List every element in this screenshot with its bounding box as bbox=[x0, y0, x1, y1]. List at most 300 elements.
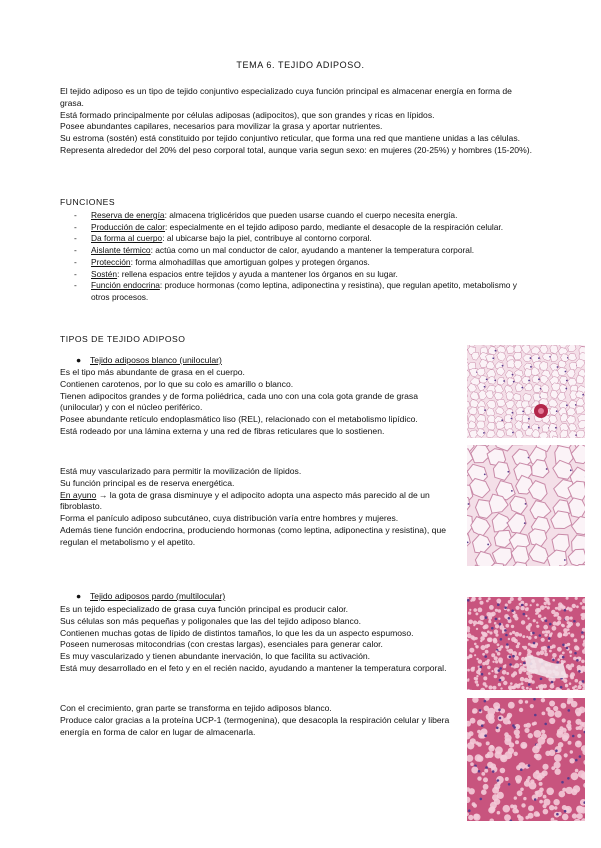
lipid-droplet bbox=[555, 769, 561, 775]
lipid-droplet bbox=[505, 604, 508, 607]
lipid-droplet bbox=[484, 624, 489, 629]
list-item bbox=[74, 222, 524, 233]
lipid-droplet bbox=[475, 645, 478, 648]
lipid-droplet bbox=[576, 605, 579, 608]
lipid-droplet bbox=[528, 805, 534, 811]
lipid-droplet bbox=[552, 653, 557, 658]
lipid-droplet bbox=[486, 600, 489, 603]
lipid-droplet bbox=[520, 677, 525, 682]
nucleus bbox=[504, 629, 507, 632]
lipid-droplet bbox=[541, 698, 545, 702]
lipid-droplet bbox=[486, 741, 490, 745]
lipid-droplet bbox=[537, 775, 543, 781]
nucleus bbox=[524, 522, 526, 524]
lipid-droplet bbox=[475, 637, 478, 640]
nucleus bbox=[484, 655, 487, 658]
adipocyte bbox=[576, 375, 584, 384]
nucleus bbox=[534, 714, 537, 717]
lipid-droplet bbox=[575, 679, 579, 683]
lipid-droplet bbox=[503, 665, 506, 668]
lipid-droplet bbox=[538, 614, 542, 618]
lipid-droplet bbox=[514, 796, 517, 799]
lipid-droplet bbox=[541, 730, 545, 734]
lipid-droplet bbox=[554, 806, 558, 810]
lipid-droplet bbox=[489, 619, 491, 621]
lipid-droplet bbox=[553, 706, 558, 711]
lipid-droplet bbox=[570, 676, 574, 680]
lipid-droplet bbox=[577, 734, 581, 738]
lipid-droplet bbox=[536, 813, 540, 817]
lipid-droplet bbox=[534, 730, 542, 738]
lipid-droplet bbox=[514, 639, 518, 643]
lipid-droplet bbox=[536, 604, 539, 607]
white-fat-micrograph-low bbox=[467, 345, 585, 438]
intro-paragraph: El tejido adiposo es un tipo de tejido conjuntivo especializado cuya función principal es almacenar energía en forma de grasa. bbox=[60, 86, 512, 108]
nucleus bbox=[564, 609, 567, 612]
lipid-droplet bbox=[566, 608, 568, 610]
intro-paragraph: Representa alrededor del 20% del peso corporal total, aunque varia segun sexo: en mujeres (20-25%) y hombres (15-20%). bbox=[60, 144, 532, 155]
lipid-droplet bbox=[551, 766, 555, 770]
lipid-droplet bbox=[539, 686, 543, 690]
lipid-droplet bbox=[509, 742, 514, 747]
lipid-droplet bbox=[536, 622, 538, 624]
lipid-droplet bbox=[562, 814, 569, 821]
lipid-droplet bbox=[500, 708, 505, 713]
lipid-droplet bbox=[474, 654, 476, 656]
paragraph-line: Está muy vascularizado para permitir la movilización de lípidos. bbox=[60, 466, 302, 476]
lipid-droplet bbox=[519, 652, 522, 655]
lipid-droplet bbox=[567, 629, 569, 631]
nucleus bbox=[496, 727, 499, 730]
lipid-droplet bbox=[484, 769, 488, 773]
paragraph-line: Poseen numerosas mitocondrias (con crestas largas), esenciales para generar calor. bbox=[60, 639, 383, 650]
lipid-droplet bbox=[477, 776, 481, 780]
nucleus bbox=[499, 667, 502, 670]
white-fat-heading bbox=[76, 355, 222, 365]
lipid-droplet bbox=[494, 622, 497, 625]
paragraph-line: Además tiene función endocrina, produciendo hormonas (como leptina, adiponectina y resistina), que regulan el metabolismo y el apetito. bbox=[60, 524, 446, 547]
nucleus bbox=[506, 643, 509, 646]
lipid-droplet bbox=[522, 646, 524, 648]
lipid-droplet bbox=[483, 777, 488, 782]
lipid-droplet bbox=[468, 611, 471, 614]
nucleus bbox=[562, 656, 565, 659]
nucleus bbox=[491, 627, 494, 630]
lipid-droplet bbox=[549, 701, 555, 707]
lipid-droplet bbox=[516, 779, 521, 784]
lipid-droplet bbox=[550, 632, 552, 634]
lipid-droplet bbox=[476, 684, 479, 687]
lipid-droplet bbox=[469, 609, 471, 611]
dash-marker: - bbox=[74, 280, 77, 291]
lipid-droplet bbox=[520, 742, 527, 749]
function-desc: : produce hormonas (como leptina, adiponectina y resistina), que regulan apetito, metabolismo y otros procesos. bbox=[91, 280, 517, 302]
lipid-droplet bbox=[576, 711, 581, 716]
funciones-heading: FUNCIONES bbox=[60, 197, 116, 207]
lipid-droplet bbox=[523, 797, 526, 800]
nucleus bbox=[549, 623, 552, 626]
lipid-droplet bbox=[487, 630, 490, 633]
list-item bbox=[74, 257, 524, 268]
lipid-droplet bbox=[497, 652, 501, 656]
nucleus bbox=[492, 357, 494, 359]
adipocyte bbox=[569, 498, 585, 518]
paragraph-line: Posee abundante retículo endoplasmático liso (REL), relacionado con el metabolismo lipídico. bbox=[60, 414, 418, 425]
nucleus bbox=[565, 371, 567, 373]
lipid-droplet bbox=[508, 721, 511, 724]
dash-marker: - bbox=[74, 256, 77, 267]
lipid-droplet bbox=[485, 650, 489, 654]
lipid-droplet bbox=[571, 701, 578, 708]
lipid-droplet bbox=[532, 644, 536, 648]
nucleus bbox=[485, 616, 488, 619]
lipid-droplet bbox=[492, 794, 499, 801]
nucleus bbox=[479, 709, 482, 712]
lipid-droplet bbox=[546, 788, 554, 796]
lipid-droplet bbox=[493, 686, 497, 690]
lipid-droplet bbox=[568, 643, 570, 645]
paragraph-line: Tienen adipocitos grandes y de forma poliédrica, cada uno con una cola gota grande de grasa (unilocular) y con el núcleo periférico. bbox=[60, 390, 418, 413]
lipid-droplet bbox=[474, 643, 477, 646]
lipid-droplet bbox=[468, 815, 473, 820]
lipid-droplet bbox=[511, 665, 513, 667]
white-fat-title: Tejido adiposos blanco (unilocular) bbox=[90, 355, 222, 365]
brown-fat-description bbox=[60, 604, 460, 675]
paragraph-line: Forma el panículo adiposo subcutáneo, cuya distribución varía entre hombres y mujeres. bbox=[60, 513, 399, 524]
lipid-droplet bbox=[507, 609, 510, 612]
lipid-droplet bbox=[481, 728, 488, 735]
lipid-droplet bbox=[581, 660, 585, 664]
paragraph-line: Contienen carotenos, por lo que su colo es amarillo o blanco. bbox=[60, 378, 294, 389]
paragraph-line: Está rodeado por una lámina externa y una red de fibras reticulares que lo sostienen. bbox=[60, 425, 385, 436]
lipid-droplet bbox=[525, 700, 528, 703]
nucleus bbox=[534, 798, 537, 801]
brown-fat-title: Tejido adiposos pardo (multilocular) bbox=[90, 591, 226, 601]
lipid-droplet bbox=[547, 738, 554, 745]
nucleus bbox=[564, 810, 567, 813]
lipid-droplet bbox=[475, 741, 479, 745]
lipid-droplet bbox=[541, 638, 545, 642]
lipid-droplet bbox=[508, 702, 515, 709]
lipid-droplet bbox=[549, 805, 554, 810]
function-term: Da forma al cuerpo bbox=[91, 233, 163, 244]
lipid-droplet bbox=[482, 653, 485, 656]
nucleus bbox=[566, 647, 569, 650]
adipocyte bbox=[506, 346, 514, 354]
lipid-droplet bbox=[562, 733, 569, 740]
lipid-droplet bbox=[514, 614, 518, 618]
lipid-droplet bbox=[524, 780, 530, 786]
lipid-droplet bbox=[494, 629, 499, 634]
lipid-droplet bbox=[478, 668, 481, 671]
lipid-droplet bbox=[521, 682, 524, 685]
lipid-droplet bbox=[471, 597, 475, 601]
nucleus bbox=[556, 661, 559, 664]
lipid-droplet bbox=[505, 777, 509, 781]
lipid-droplet bbox=[544, 653, 548, 657]
lipid-droplet bbox=[543, 809, 549, 815]
nucleus bbox=[574, 652, 577, 655]
lipid-droplet bbox=[536, 612, 538, 614]
brown-fat-high-svg bbox=[467, 698, 585, 821]
function-desc: : especialmente en el tejido adiposo pardo, mediante el desacople de la respiración celular. bbox=[165, 221, 504, 232]
lipid-droplet bbox=[478, 673, 481, 676]
intro-paragraph: Su estroma (sostén) está constituido por tejido conjuntivo reticular, que forma una red que mantiene unidas a las células. bbox=[60, 133, 521, 144]
paragraph-line bbox=[60, 490, 460, 514]
nucleus bbox=[576, 659, 579, 662]
nucleus bbox=[579, 755, 582, 758]
lipid-droplet bbox=[528, 678, 532, 682]
lipid-droplet bbox=[507, 713, 512, 718]
lipid-droplet bbox=[489, 631, 492, 634]
lipid-droplet bbox=[558, 742, 564, 748]
lipid-droplet bbox=[547, 602, 550, 605]
function-term: Función endocrina bbox=[91, 280, 160, 291]
lipid-droplet bbox=[569, 650, 572, 653]
lipid-droplet bbox=[528, 623, 532, 627]
dash-marker: - bbox=[74, 245, 77, 256]
nucleus bbox=[528, 683, 531, 686]
lipid-droplet bbox=[527, 617, 529, 619]
brown-fat-heading bbox=[76, 591, 225, 601]
lipid-droplet bbox=[518, 668, 523, 673]
lipid-droplet bbox=[545, 606, 547, 608]
nucleus bbox=[523, 662, 526, 665]
nucleus bbox=[520, 768, 523, 771]
lipid-droplet bbox=[575, 741, 582, 748]
lipid-droplet bbox=[489, 605, 494, 610]
lipid-droplet bbox=[563, 679, 567, 683]
lipid-droplet bbox=[533, 619, 536, 622]
lipid-droplet bbox=[542, 712, 546, 716]
lipid-droplet bbox=[491, 614, 494, 617]
lipid-droplet bbox=[572, 604, 576, 608]
lipid-droplet bbox=[493, 702, 500, 709]
lipid-droplet bbox=[542, 764, 548, 770]
lipid-droplet bbox=[495, 650, 497, 652]
nucleus bbox=[539, 634, 542, 637]
lipid-droplet bbox=[517, 642, 520, 645]
lipid-droplet bbox=[502, 670, 507, 675]
nucleus bbox=[557, 366, 559, 368]
nucleus bbox=[565, 388, 567, 390]
nucleus bbox=[484, 473, 486, 475]
lipid-droplet bbox=[559, 791, 566, 798]
list-item bbox=[74, 245, 524, 256]
lipid-droplet bbox=[510, 804, 514, 808]
lipid-droplet bbox=[522, 635, 525, 638]
bullet-marker: ● bbox=[76, 591, 82, 601]
nucleus bbox=[528, 380, 530, 382]
nucleus bbox=[508, 783, 511, 786]
nucleus bbox=[484, 409, 486, 411]
lipid-droplet bbox=[525, 615, 527, 617]
nucleus bbox=[501, 419, 503, 421]
brown-fat-function bbox=[60, 703, 460, 738]
nucleus bbox=[544, 723, 547, 726]
function-term: Aislante térmico bbox=[91, 245, 151, 256]
lipid-droplet bbox=[562, 624, 565, 627]
lipid-droplet bbox=[490, 745, 494, 749]
lipid-droplet bbox=[515, 740, 519, 744]
lipid-droplet bbox=[544, 602, 547, 605]
lipid-droplet bbox=[487, 666, 491, 670]
nucleus bbox=[495, 350, 497, 352]
lipid-droplet bbox=[524, 728, 529, 733]
lipid-droplet bbox=[524, 664, 527, 667]
lipid-droplet bbox=[540, 605, 545, 610]
lipid-droplet bbox=[510, 597, 514, 601]
lipid-droplet bbox=[547, 606, 550, 609]
lipid-droplet bbox=[535, 770, 539, 774]
nucleus bbox=[512, 374, 514, 376]
lipid-droplet bbox=[520, 788, 524, 792]
lipid-droplet bbox=[528, 813, 534, 819]
lipid-droplet bbox=[473, 624, 475, 626]
nucleus bbox=[546, 468, 548, 470]
lipid-droplet bbox=[528, 733, 533, 738]
lipid-droplet bbox=[513, 671, 517, 675]
nucleus bbox=[522, 410, 524, 412]
nucleus bbox=[548, 637, 551, 640]
function-desc: : al ubicarse bajo la piel, contribuye al contorno corporal. bbox=[162, 233, 372, 244]
lipid-droplet bbox=[549, 650, 552, 653]
nucleus bbox=[528, 426, 530, 428]
lipid-droplet bbox=[480, 615, 485, 620]
lipid-droplet bbox=[544, 650, 547, 653]
lipid-droplet bbox=[497, 643, 500, 646]
lipid-droplet bbox=[506, 672, 509, 675]
nucleus bbox=[483, 432, 485, 434]
nucleus bbox=[512, 432, 514, 434]
function-desc: : forma almohadillas que amortiguan golpes y protegen órganos. bbox=[130, 256, 370, 267]
paragraph-line: Es el tipo más abundante de grasa en el cuerpo. bbox=[60, 367, 245, 377]
lipid-droplet bbox=[566, 625, 569, 628]
intro-section bbox=[60, 86, 538, 157]
nucleus bbox=[508, 617, 511, 620]
nucleus bbox=[555, 749, 558, 752]
lipid-droplet bbox=[521, 620, 525, 624]
nucleus bbox=[513, 381, 515, 383]
nucleus bbox=[512, 412, 514, 414]
lipid-droplet bbox=[536, 687, 538, 689]
lipid-droplet bbox=[495, 634, 498, 637]
lipid-droplet bbox=[568, 632, 570, 634]
lipid-droplet bbox=[529, 650, 532, 653]
dash-marker: - bbox=[74, 221, 77, 232]
bullet-marker: ● bbox=[76, 355, 82, 365]
lipid-droplet bbox=[478, 608, 483, 613]
lipid-droplet bbox=[488, 616, 492, 620]
lipid-droplet bbox=[508, 638, 510, 640]
lipid-droplet bbox=[552, 626, 557, 631]
lipid-droplet bbox=[467, 742, 474, 749]
lipid-droplet bbox=[563, 632, 568, 637]
lipid-droplet bbox=[557, 658, 560, 661]
dash-marker: - bbox=[74, 210, 77, 220]
white-fat-micrograph-high bbox=[467, 445, 585, 566]
lipid-droplet bbox=[569, 682, 572, 685]
lipid-droplet bbox=[518, 683, 521, 686]
lipid-droplet bbox=[574, 645, 579, 650]
lipid-droplet bbox=[570, 655, 572, 657]
adipocyte bbox=[513, 352, 521, 360]
nucleus bbox=[525, 503, 527, 505]
nucleus bbox=[561, 781, 564, 784]
lipid-droplet bbox=[476, 628, 478, 630]
lipid-droplet bbox=[480, 601, 484, 605]
lipid-droplet bbox=[557, 729, 563, 735]
nucleus bbox=[478, 770, 481, 773]
nucleus bbox=[509, 656, 512, 659]
lipid-droplet bbox=[495, 624, 499, 628]
lipid-droplet bbox=[514, 729, 520, 735]
lipid-droplet bbox=[498, 683, 501, 686]
lipid-droplet bbox=[515, 632, 520, 637]
nucleus bbox=[521, 604, 524, 607]
lipid-droplet bbox=[521, 803, 525, 807]
lipid-droplet bbox=[486, 713, 493, 720]
lipid-droplet bbox=[476, 675, 478, 677]
lipid-droplet bbox=[542, 631, 545, 634]
nucleus bbox=[498, 709, 501, 712]
nucleus bbox=[538, 427, 540, 429]
lipid-droplet bbox=[497, 811, 501, 815]
lipid-droplet bbox=[488, 807, 495, 814]
lipid-droplet bbox=[577, 813, 583, 819]
nucleus bbox=[480, 666, 483, 669]
lipid-droplet bbox=[475, 612, 478, 615]
lipid-droplet bbox=[545, 634, 548, 637]
brown-fat-low-svg bbox=[467, 597, 585, 690]
lipid-droplet bbox=[570, 633, 574, 637]
paragraph-line: Con el crecimiento, gran parte se transforma en tejido adiposos blanco. bbox=[60, 703, 332, 713]
nucleus bbox=[528, 764, 531, 767]
lipid-droplet bbox=[567, 720, 571, 724]
nucleus bbox=[499, 623, 502, 626]
lipid-droplet bbox=[525, 607, 529, 611]
lipid-droplet bbox=[530, 633, 532, 635]
nucleus bbox=[487, 544, 489, 546]
lipid-droplet bbox=[570, 617, 573, 620]
lipid-droplet bbox=[514, 752, 518, 756]
lipid-droplet bbox=[562, 652, 565, 655]
funciones-list bbox=[74, 210, 524, 303]
lipid-droplet bbox=[494, 675, 498, 679]
nucleus bbox=[481, 673, 484, 676]
lipid-droplet bbox=[469, 655, 472, 658]
lipid-droplet bbox=[518, 700, 523, 705]
list-item bbox=[74, 233, 524, 244]
lipid-droplet bbox=[495, 609, 498, 612]
tissue-background bbox=[467, 698, 585, 821]
lipid-droplet bbox=[569, 758, 574, 763]
nucleus bbox=[523, 613, 526, 616]
lipid-droplet bbox=[519, 708, 523, 712]
lipid-droplet bbox=[567, 700, 571, 704]
lipid-droplet bbox=[478, 597, 481, 600]
nucleus bbox=[530, 357, 532, 359]
nucleus bbox=[564, 559, 566, 561]
lipid-droplet bbox=[487, 638, 492, 643]
lipid-droplet bbox=[485, 754, 490, 759]
lipid-droplet bbox=[553, 614, 556, 617]
tipos-heading: TIPOS DE TEJIDO ADIPOSO bbox=[60, 334, 186, 344]
nucleus bbox=[485, 766, 488, 769]
lipid-droplet bbox=[543, 617, 546, 620]
lipid-droplet bbox=[473, 814, 479, 820]
lipid-droplet bbox=[540, 650, 545, 655]
